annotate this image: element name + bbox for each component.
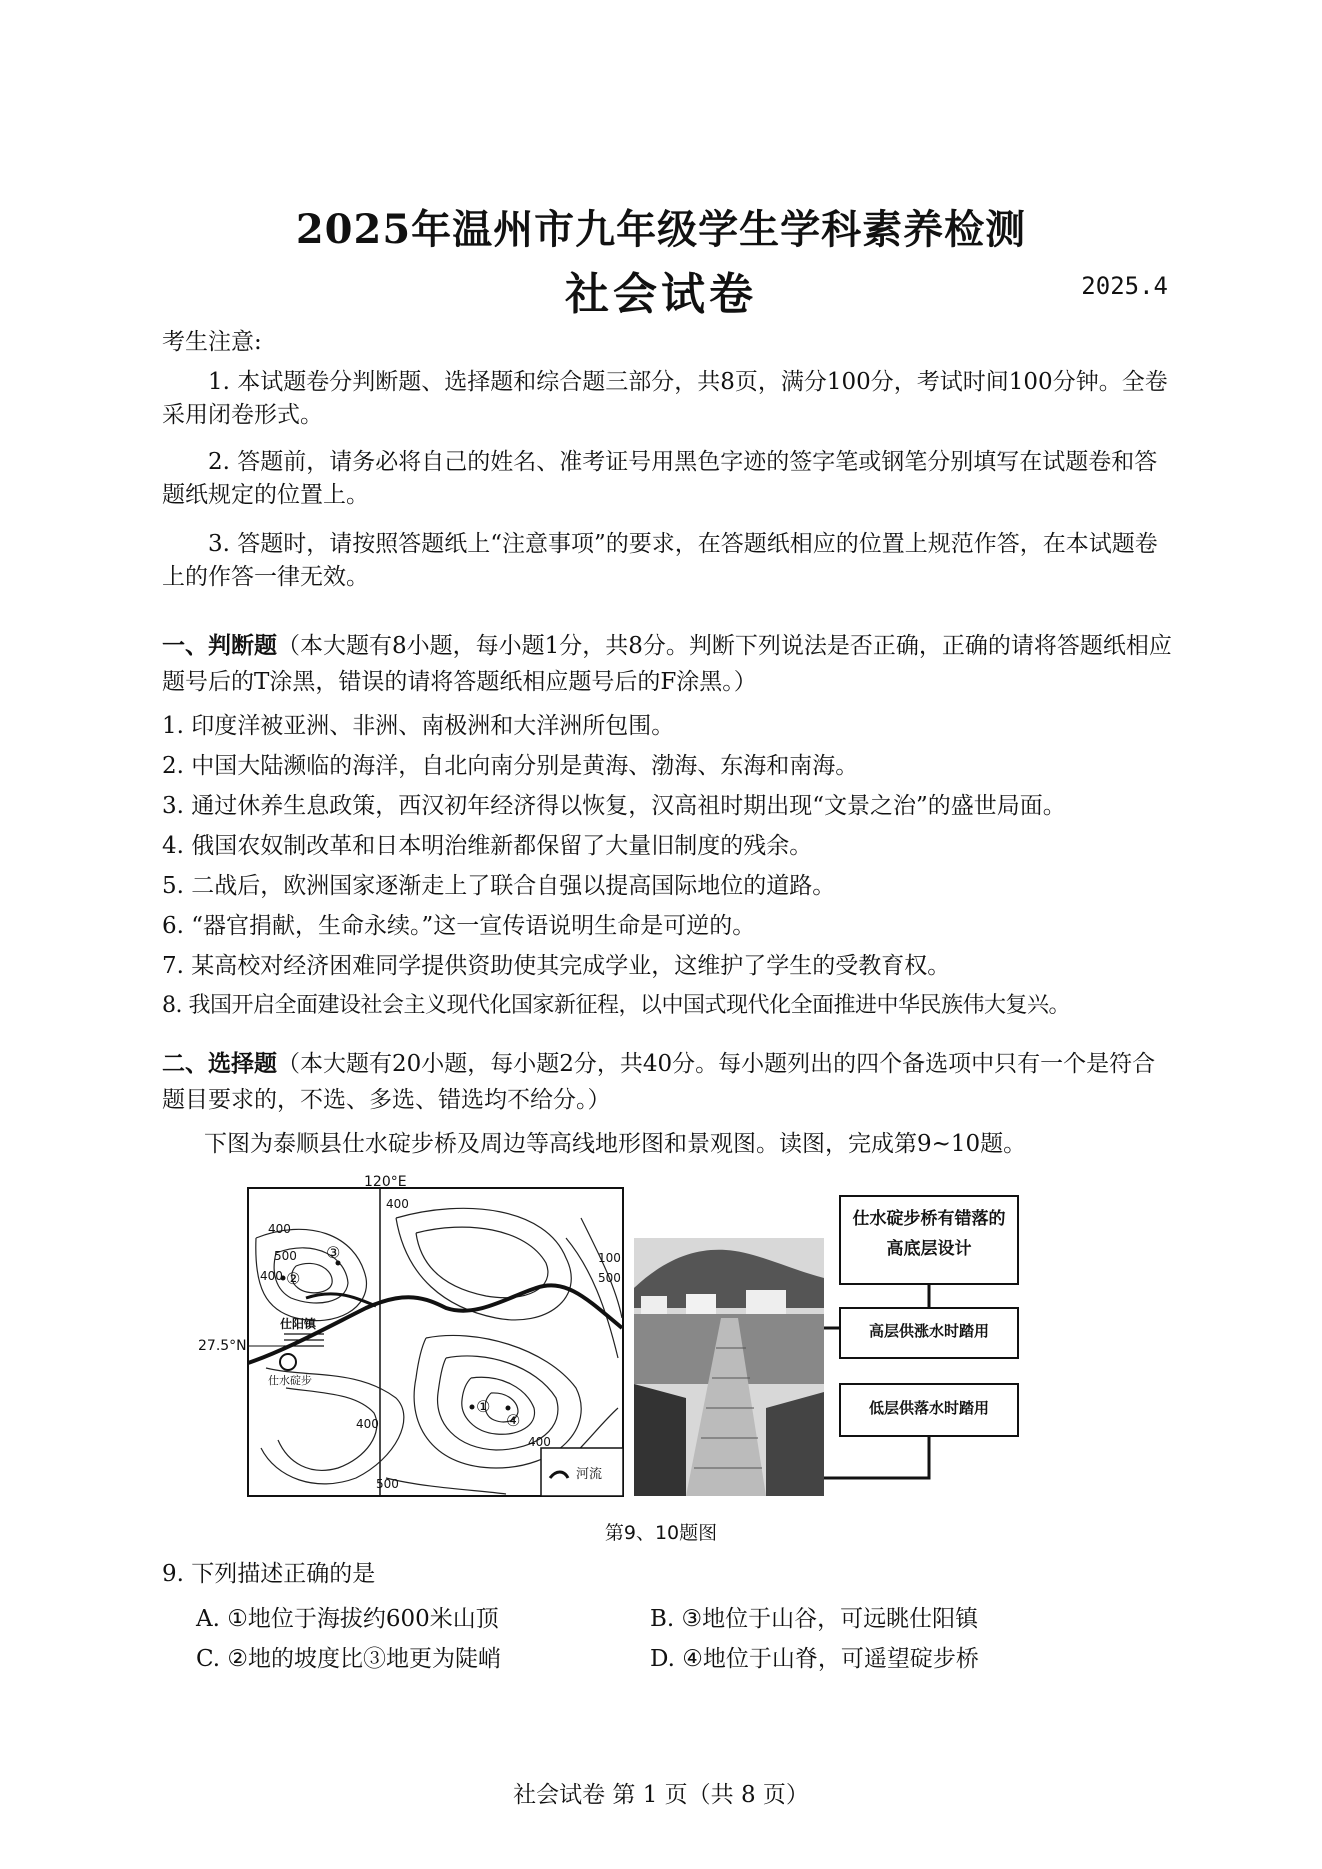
section2-intro: 下图为泰顺县仕水碇步桥及周边等高线地形图和景观图。读图，完成第9~10题。: [204, 1131, 1027, 1157]
judge-item-7: 7. 某高校对经济困难同学提供资助使其完成学业，这维护了学生的受教育权。: [162, 953, 951, 979]
longitude-label: 120°E: [364, 1174, 407, 1190]
notice-item-3: 3. 答题时，请按照答题纸上“注意事项”的要求，在答题纸相应的位置上规范作答，在本试题卷上的作答一律无效。: [162, 531, 1158, 590]
section1-heading: 一、判断题: [162, 633, 277, 659]
bridge-marker: [280, 1354, 296, 1370]
page-subtitle: 社会试卷: [565, 269, 757, 320]
judge-item-6: 6. “器官捐献，生命永续。”这一宣传语说明生命是可逆的。: [162, 913, 756, 939]
town-label: 仕阳镇: [280, 1317, 317, 1331]
figure-caption: 第9、10题图: [604, 1522, 718, 1544]
notice-item-1: 1. 本试题卷分判断题、选择题和综合题三部分，共8页，满分100分，考试时间100分钟。全卷采用闭卷形式。: [162, 369, 1168, 428]
figure-9-10: [198, 1174, 1066, 1508]
contour-label: 500: [598, 1271, 621, 1285]
page-footer: 社会试卷 第 1 页（共 8 页）: [513, 1782, 809, 1808]
notice-heading: 考生注意:: [162, 329, 262, 355]
callout-text-1: 仕水碇步桥有错落的高底层设计: [852, 1209, 1006, 1259]
exam-date: 2025.4: [1081, 272, 1168, 300]
question-9-option-b: B. ③地位于山谷，可远眺仕阳镇: [650, 1606, 979, 1632]
question-9-stem: 9. 下列描述正确的是: [162, 1561, 376, 1587]
point-1-label: ①: [476, 1397, 491, 1416]
judge-item-5: 5. 二战后，欧洲国家逐渐走上了联合自强以提高国际地位的道路。: [162, 873, 836, 899]
point-3-label: ③: [326, 1243, 341, 1262]
section1-instructions: （本大题有8小题，每小题1分，共8分。判断下列说法是否正确，正确的请将答题纸相应题号后的T涂黑，错误的请将答题纸相应题号后的F涂黑。）: [162, 633, 1172, 695]
callout-text-3: 低层供落水时踏用: [868, 1399, 989, 1417]
question-9-option-d: D. ④地位于山脊，可遥望碇步桥: [650, 1646, 979, 1672]
callout-text-2: 高层供涨水时踏用: [868, 1322, 989, 1340]
bridge-photo: [634, 1238, 824, 1496]
contour-label: 400: [268, 1222, 291, 1236]
question-9-option-a: A. ①地位于海拔约600米山顶: [196, 1606, 499, 1632]
page-title: 2025年温州市九年级学生学科素养检测: [295, 206, 1027, 253]
section1-header: [162, 628, 1172, 700]
judge-item-4: 4. 俄国农奴制改革和日本明治维新都保留了大量旧制度的残余。: [162, 833, 813, 859]
contour-label: 400: [260, 1269, 283, 1283]
question-9-option-c: C. ②地的坡度比③地更为陡峭: [196, 1646, 502, 1672]
latitude-label: 27.5°N: [198, 1338, 247, 1354]
point-4-dot: [506, 1406, 511, 1411]
judge-item-2: 2. 中国大陆濒临的海洋，自北向南分别是黄海、渤海、东海和南海。: [162, 753, 859, 779]
section2-heading: 二、选择题: [162, 1051, 277, 1077]
contour-label: 500: [376, 1477, 399, 1491]
point-4-label: ④: [506, 1411, 521, 1430]
point-1-dot: [470, 1405, 475, 1410]
judge-item-1: 1. 印度洋被亚洲、非洲、南极洲和大洋洲所包围。: [162, 713, 675, 739]
bridge-label: 仕水碇步: [268, 1374, 312, 1387]
contour-label: 400: [386, 1197, 409, 1211]
point-2-label: ②: [286, 1269, 301, 1288]
contour-label: 100: [598, 1251, 621, 1265]
notice-item-2: 2. 答题前，请务必将自己的姓名、准考证号用黑色字迹的签字笔或钢笔分别填写在试题卷和答题纸规定的位置上。: [162, 449, 1158, 508]
section2-instructions: （本大题有20小题，每小题2分，共40分。每小题列出的四个备选项中只有一个是符合题目要求的，不选、多选、错选均不给分。）: [162, 1051, 1156, 1113]
legend-river-label: 河流: [576, 1467, 603, 1482]
section2-header: [162, 1046, 1172, 1118]
contour-map: [198, 1174, 623, 1496]
contour-label: 400: [356, 1417, 379, 1431]
contour-label: 500: [274, 1249, 297, 1263]
contour-label: 400: [528, 1435, 551, 1449]
judge-item-3: 3. 通过休养生息政策，西汉初年经济得以恢复，汉高祖时期出现“文景之治”的盛世局面。: [162, 793, 1066, 819]
judge-item-8: 8. 我国开启全面建设社会主义现代化国家新征程，以中国式现代化全面推进中华民族伟大复兴。: [162, 993, 1070, 1018]
